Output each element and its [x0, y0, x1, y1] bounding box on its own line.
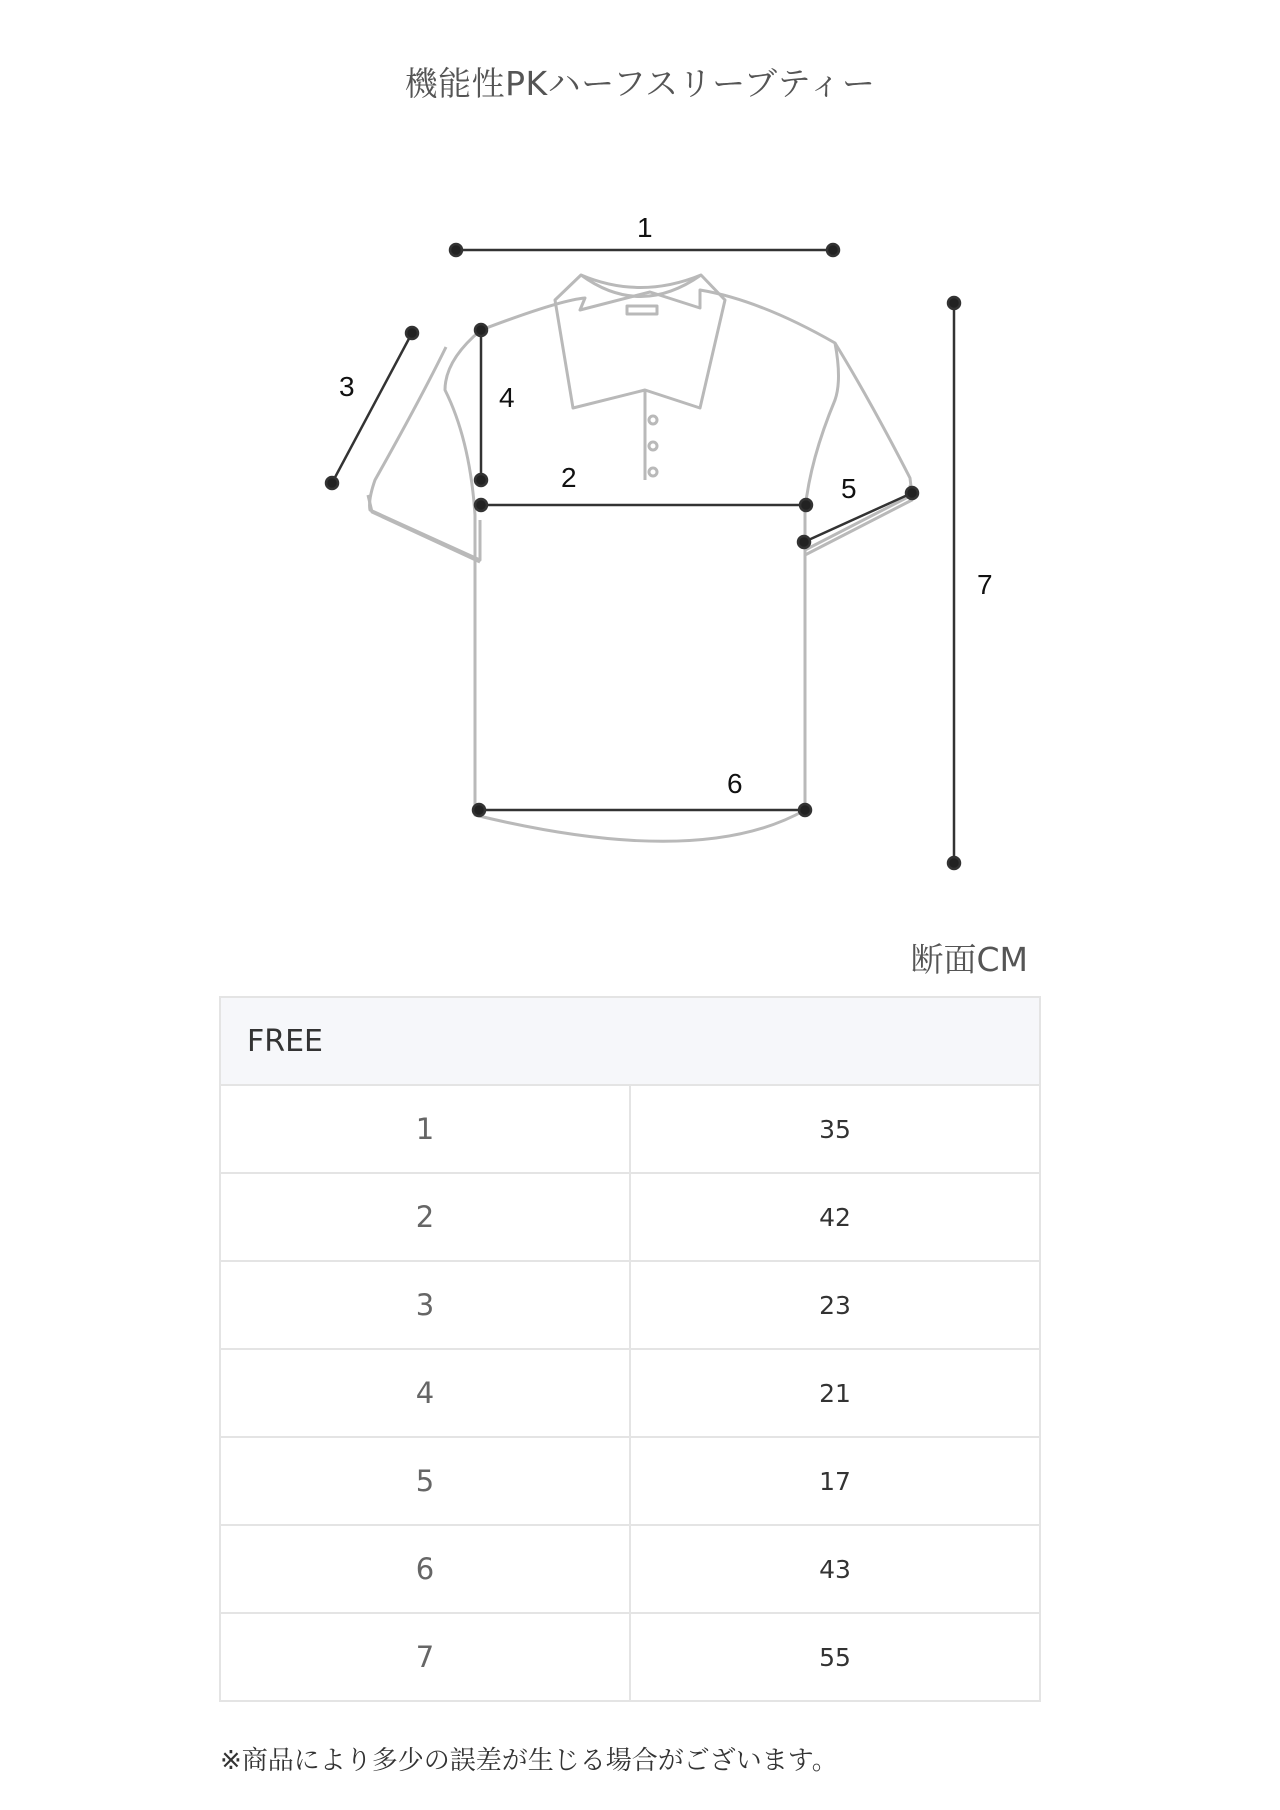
label-6: 6 — [727, 768, 743, 799]
label-4: 4 — [499, 382, 515, 413]
label-1: 1 — [637, 212, 653, 243]
table-row — [220, 1437, 1040, 1525]
measure-number: 4 — [220, 1349, 630, 1437]
table-row — [220, 1349, 1040, 1437]
table-row — [220, 1525, 1040, 1613]
label-5: 5 — [841, 473, 857, 504]
measure-value: 42 — [630, 1173, 1040, 1261]
label-2: 2 — [561, 462, 577, 493]
measure-number: 3 — [220, 1261, 630, 1349]
shirt-measurement-diagram — [0, 0, 1280, 900]
measurement-lines — [326, 244, 960, 869]
table-header-row — [220, 997, 1040, 1085]
table-row — [220, 1261, 1040, 1349]
measure-value: 21 — [630, 1349, 1040, 1437]
disclaimer-note: ※商品により多少の誤差が生じる場合がございます。 — [220, 1746, 838, 1776]
size-header: FREE — [220, 997, 1040, 1085]
polo-shirt-outline — [368, 275, 912, 841]
measure-value: 17 — [630, 1437, 1040, 1525]
measure-value: 35 — [630, 1085, 1040, 1173]
label-7: 7 — [977, 569, 993, 600]
measure-value: 23 — [630, 1261, 1040, 1349]
product-title: 機能性PKハーフスリーブティー — [404, 64, 876, 103]
measure-number: 6 — [220, 1525, 630, 1613]
unit-label: 断面CM — [910, 940, 1028, 979]
measure-value: 43 — [630, 1525, 1040, 1613]
table-row — [220, 1085, 1040, 1173]
table-row — [220, 1173, 1040, 1261]
label-3: 3 — [339, 371, 355, 402]
table-row — [220, 1613, 1040, 1701]
size-table — [219, 996, 1041, 1702]
measure-number: 2 — [220, 1173, 630, 1261]
measure-value: 55 — [630, 1613, 1040, 1701]
measure-number: 7 — [220, 1613, 630, 1701]
measure-number: 1 — [220, 1085, 630, 1173]
measure-number: 5 — [220, 1437, 630, 1525]
